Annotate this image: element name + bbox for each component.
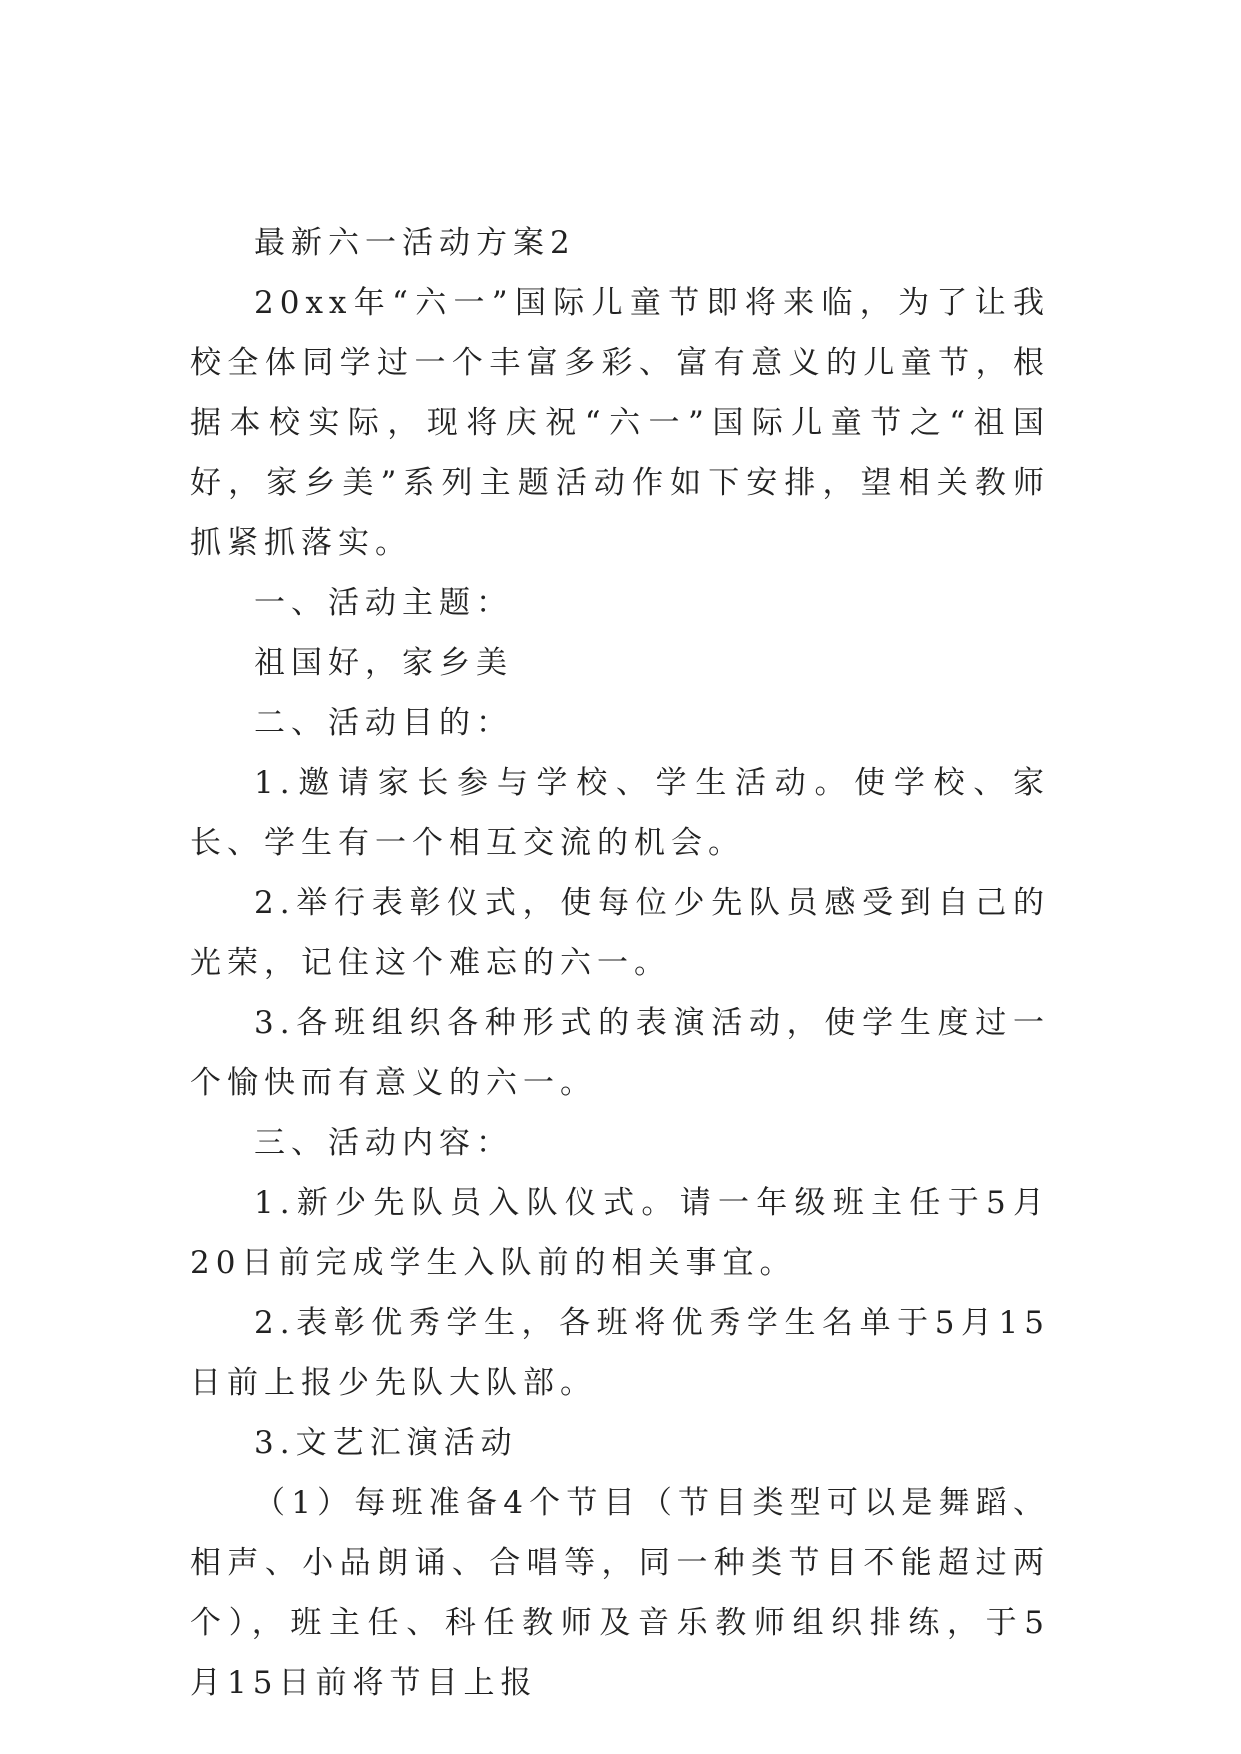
section-heading-content: 三、活动内容：	[254, 1125, 513, 1161]
content-item-1: 1.新少先队员入队仪式。请一年级班主任于5月20日前完成学生入队前的相关事宜。	[190, 1185, 1050, 1281]
intro-paragraph: 20xx年“六一”国际儿童节即将来临，为了让我校全体同学过一个丰富多彩、富有意义的儿童节，根据本校实际，现将庆祝“六一”国际儿童节之“祖国好，家乡美”系列主题活动作如下安排，望相关教师抓紧抓落实。	[190, 285, 1050, 561]
purpose-item-1: 1.邀请家长参与学校、学生活动。使学校、家长、学生有一个相互交流的机会。	[190, 765, 1050, 861]
purpose-item-3: 3.各班组织各种形式的表演活动，使学生度过一个愉快而有意义的六一。	[190, 1005, 1050, 1101]
section-heading-purpose: 二、活动目的：	[254, 705, 513, 741]
theme-text: 祖国好，家乡美	[254, 645, 513, 681]
content-item-3: 3.文艺汇演活动	[254, 1425, 518, 1461]
content-item-2: 2.表彰优秀学生，各班将优秀学生名单于5月15日前上报少先队大队部。	[190, 1305, 1050, 1401]
content-subitem-1: （1）每班准备4个节目（节目类型可以是舞蹈、相声、小品朗诵、合唱等，同一种类节目不能超过两个），班主任、科任教师及音乐教师组织排练，于5月15日前将节目上报	[190, 1485, 1050, 1701]
document-title: 最新六一活动方案2	[254, 225, 576, 261]
document-body	[190, 213, 1050, 1713]
section-heading-theme: 一、活动主题：	[254, 585, 513, 621]
purpose-item-2: 2.举行表彰仪式，使每位少先队员感受到自己的光荣，记住这个难忘的六一。	[190, 885, 1050, 981]
